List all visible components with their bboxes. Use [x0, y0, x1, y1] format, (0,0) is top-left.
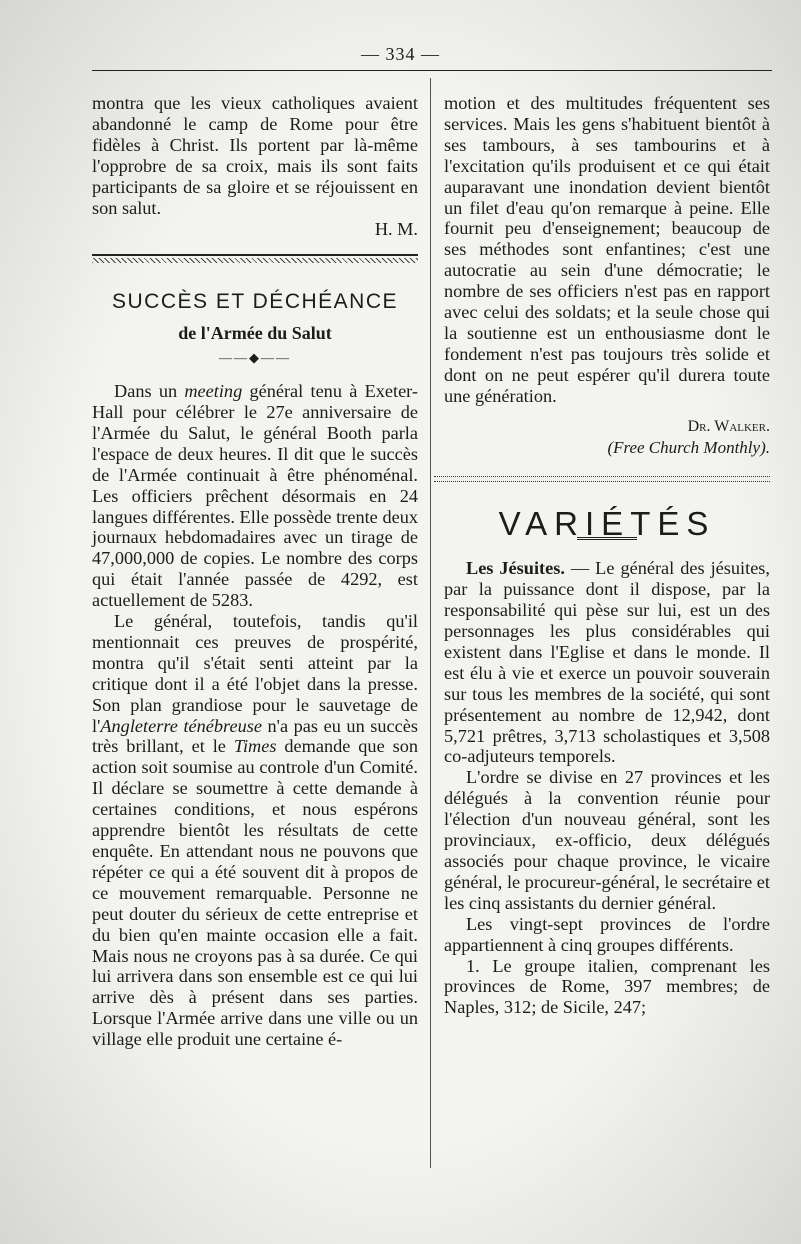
para1-italic: meeting — [184, 381, 243, 402]
para2-italic-1: Angleterre ténébreuse — [100, 715, 262, 736]
article-paragraph-2 — [92, 611, 418, 1050]
article-subtitle: de l'Armée du Salut — [178, 323, 332, 344]
intro-paragraph: montra que les vieux catholiques avaient abandonné le camp de Rome pour être fidèles à Christ. Ils portent par là-même l'opprobre de sa croix, mais ils sont faits participants de sa gloire et se réjouissent en son salut. — [92, 93, 418, 218]
jesuites-lead: Les Jésuites. — [466, 558, 565, 579]
ornament-rule-thick — [92, 254, 418, 256]
para2-rest: demande que son action soit soumise au controle d'un Comité. Il déclare se soumettre à cette demande à certaines conditions, et nous espérons apprendre bientôt les résultats de cette enquête. En attendant nous ne pouvons que répéter ce qui a été souvent dit à propos de ce mouvement remarquable. Personne ne peut douter du sérieux de cette entreprise et du bien qu'en mainte occasion elle a fait. Mais nous ne croyons pas à sa durée. Ce qui lui arrivera dans son ensemble est ce qui lui arrive dès à présent dans ses parties. Lorsque l'Armée arrive dans une ville ou un village elle produit une certaine é- — [92, 736, 418, 1050]
ornament-rule-wavy — [92, 258, 418, 263]
section-rule — [434, 476, 770, 482]
left-column — [92, 93, 418, 1050]
section-title: VARIÉTÉS — [498, 505, 716, 543]
para2-start: Le général, toutefois, tandis qu'il mentionnait ces preuves de prospérité, montra qu'il s'était senti atteint par la critique dont il a été l'objet dans la presse. Son plan grandiose pour le sauvetage de l' — [92, 611, 418, 736]
signature-name: Dr. Walker. — [687, 417, 770, 435]
intro-signature: H. M. — [374, 219, 418, 240]
jesuites-text: — Le général des jésuites, par la puissance dont il dispose, par la responsabilité qui pèse sur lui, est un des personnages les plus considérables qui existent dans l'Eglise et dans le monde. Il est élu à vie et exerce un pouvoir souverain sur tous les membres de la société, qui sont présentement au nombre de 12,942, dont 5,721 prêtres, 3,713 scholastiques et 3,508 co-adjuteurs temporels. — [444, 558, 770, 767]
continuation-paragraph: motion et des multitudes fréquentent ses services. Mais les gens s'habituent bientôt à ses tambours, à ses tambourins et à l'excitation qu'ils produisent et ce qui était auparavant une inondation devient bientôt un filet d'eau qu'on remarque à peine. Elle fournit peu d'enseignement; beaucoup de ses méthodes sont enfantines; c'est une autocratie au sein d'une démocratie; le nombre de ses officiers n'est pas en rapport avec celui des soldats; et la seule chose qui la soutienne est un enthousiasme dont le fondement n'est pas toujours très solide et dont on ne peut espérer qu'il durera toute une génération. — [444, 93, 770, 406]
ornament-rule — [92, 254, 418, 264]
article-title: SUCCÈS ET DÉCHÉANCE — [112, 290, 398, 314]
column-divider — [430, 78, 431, 1168]
header-rule — [92, 70, 772, 71]
para2-mid: n'a pas eu un succès très brillant, et le — [92, 715, 418, 757]
signature-source: (Free Church Monthly). — [607, 437, 770, 457]
jesuites-paragraph — [444, 558, 770, 767]
para2-italic-2: Times — [233, 736, 277, 757]
groupe-paragraph: 1. Le groupe italien, comprenant les provinces de Rome, 397 membres; de Naples, 312; de Sicile, 247; — [444, 955, 770, 1018]
flourish-ornament: ——◆—— — [219, 350, 291, 366]
right-column — [444, 93, 770, 1018]
article-paragraph-1 — [92, 381, 418, 611]
page-number: — 334 — — [361, 44, 440, 64]
para1-rest: général tenu à Exeter-Hall pour célébrer le 27e anniversaire de l'Armée du Salut, le général Booth parla l'espace de deux heures. Il dit que le succès de l'Armée continuait à être phénoménal. Les officiers prêchent désormais en 24 langues différentes. Elle possède trente deux journaux hebdomadaires avec un tirage de 47,000,000 de copies. Le nombre des corps qui était l'année passée de 4292, est actuellement de 5283. — [92, 381, 418, 611]
para1-start: Dans un — [114, 381, 185, 402]
ordre-paragraph: L'ordre se divise en 27 provinces et les délégués à la convention réunie pour l'élection d'un nouveau général, sont les provinciaux, ex-officio, deux délégués associés pour chaque province, le vicaire général, le procureur-général, le secrétaire et les cinq assistants du dernier général. — [444, 767, 770, 913]
provinces-paragraph: Les vingt-sept provinces de l'ordre appartiennent à cinq groupes différents. — [444, 913, 770, 955]
